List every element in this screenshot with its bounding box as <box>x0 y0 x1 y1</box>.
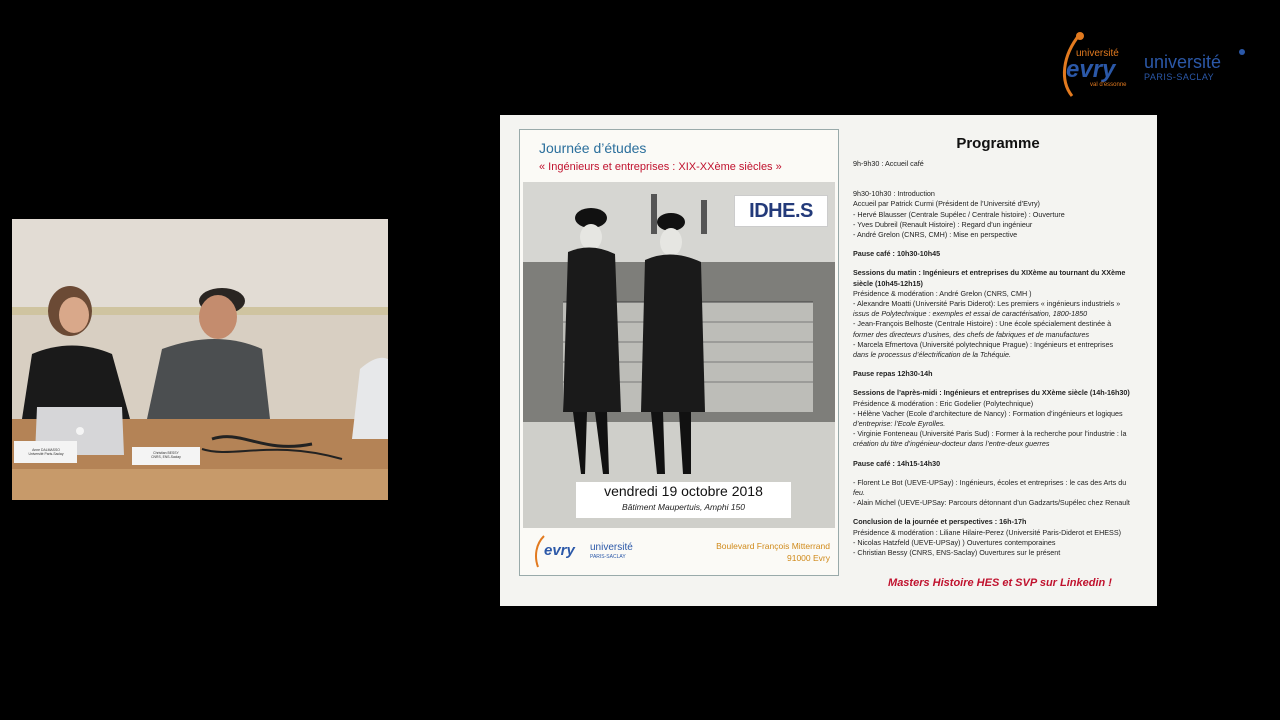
programme-fin-line: - Alain Michel (UEVE-UPSay: Parcours détonnant d’un Gadzarts/Supélec chez Renault <box>853 498 1130 508</box>
poster-evry-logo-text: evry <box>544 542 575 559</box>
programme-apresmidi-line: - Hélène Vacher (Ecole d’architecture de Nancy) : Formation d’ingénieurs et logiques <box>853 408 1123 418</box>
programme-matin-line: Présidence & modération : André Grelon (CNRS, CMH ) <box>853 288 1032 298</box>
programme-matin-line: issus de Polytechnique : exemples et essai de caractérisation, 1800-1850 <box>853 309 1088 319</box>
programme-pause-repas: Pause repas 12h30-14h <box>853 369 933 379</box>
poster-saclay-logo-line2: PARIS-SACLAY <box>590 554 626 560</box>
saclay-logo-line2: PARIS-SACLAY <box>1144 72 1215 82</box>
programme-apresmidi-line: d’entreprise: l’Ecole Eyrolles. <box>853 419 946 429</box>
poster-address-line2: 91000 Evry <box>787 553 830 563</box>
video-frame-image <box>12 219 388 500</box>
programme-pause-cafe-1: Pause café : 10h30-10h45 <box>853 249 941 259</box>
programme-intro-line: - Yves Dubreil (Renault Histoire) : Regard d’un ingénieur <box>853 219 1033 229</box>
programme-panel <box>853 135 1143 558</box>
programme-apresmidi-line: - Virginie Fonteneau (Université Paris Sud) : Former à la recherche pour l’industrie : la <box>853 429 1127 439</box>
programme-intro-line: 9h30-10h30 : Introduction <box>853 189 935 199</box>
universite-paris-saclay-logo <box>1140 44 1250 84</box>
evry-logo-line3: val d'essonne <box>1090 82 1127 88</box>
poster-date: vendredi 19 octobre 2018 <box>604 483 763 499</box>
programme-apresmidi-line: Sessions de l’après-midi : Ingénieurs et entreprises du XXème siècle (14h-16h30) <box>853 388 1130 398</box>
programme-matin-line: - Alexandre Moatti (Université Paris Diderot): Les premiers « ingénieurs industriels » <box>853 299 1121 309</box>
poster-subtitle: « Ingénieurs et entreprises : XIX-XXème siècles » <box>539 161 782 173</box>
event-poster <box>519 129 839 576</box>
poster-date-box <box>576 482 791 518</box>
poster-address <box>670 540 830 564</box>
name-card-left-name: Anne DALMASSO <box>32 448 60 452</box>
universite-evry-logo <box>1052 26 1134 98</box>
programme-matin-line: - Marcela Efmertova (Université polytechnique Prague) : Ingénieurs et entreprises <box>853 339 1114 349</box>
programme-conclusion-line: - Christian Bessy (CNRS, ENS-Saclay) Ouvertures sur le présent <box>853 548 1061 558</box>
programme-title: Programme <box>956 135 1040 152</box>
evry-logo-line1: université <box>1076 48 1119 59</box>
programme-conclusion-line: Conclusion de la journée et perspectives : 16h-17h <box>853 517 1027 527</box>
poster-title: Journée d’études <box>539 140 647 156</box>
programme-matin-line: - Jean-François Belhoste (Centrale Histoire) : Une école spécialement destinée à <box>853 319 1112 329</box>
programme-conclusion-line: Présidence & modération : Liliane Hilaire-Perez (Université Paris-Diderot et EHESS) <box>853 527 1122 537</box>
conference-video[interactable] <box>12 219 388 500</box>
poster-engraving-image <box>523 182 835 528</box>
saclay-dot-icon <box>1236 46 1248 58</box>
poster-place: Bâtiment Maupertuis, Amphi 150 <box>622 502 745 512</box>
programme-pause-cafe-2: Pause café : 14h15-14h30 <box>853 458 941 468</box>
idhes-badge-text: IDHE.S <box>749 200 813 222</box>
poster-logos <box>534 534 654 570</box>
presentation-slide <box>500 115 1157 606</box>
idhes-badge <box>734 195 828 227</box>
poster-address-line1: Boulevard François Mitterrand <box>716 541 830 551</box>
saclay-logo-line1: université <box>1144 52 1222 72</box>
programme-apresmidi-line: création du titre d’ingénieur-docteur dans l’entre-deux guerres <box>853 439 1050 449</box>
programme-matin-line: siècle (10h45-12h15) <box>853 278 923 288</box>
poster-saclay-logo-line1: université <box>590 542 633 553</box>
name-card-left-affiliation: Université Paris-Saclay <box>28 452 64 456</box>
programme-matin-line: dans le processus d’électrification de la Tchéquie. <box>853 350 1011 360</box>
programme-intro-line: - André Grelon (CNRS, CMH) : Mise en perspective <box>853 230 1018 240</box>
evry-logo-line2: evry <box>1066 56 1116 83</box>
linkedin-note: Masters Histoire HES et SVP sur Linkedin ! <box>888 577 1112 589</box>
name-card-right <box>134 451 198 459</box>
programme-fin-line: feu. <box>853 488 865 498</box>
name-card-left <box>16 448 76 456</box>
programme-matin-line: former des directeurs d’usines, des chefs de fabriques et de manufactures <box>853 329 1090 339</box>
programme-conclusion-line: - Nicolas Hatzfeld (UEVE-UPSay) ) Ouvertures contemporaines <box>853 537 1056 547</box>
programme-intro-line: - Hervé Blausser (Centrale Supélec / Centrale histoire) : Ouverture <box>853 209 1065 219</box>
name-card-right-name: Christian BESSY <box>153 451 179 455</box>
programme-intro-line: Accueil par Patrick Curmi (Président de l’Université d’Evry) <box>853 199 1040 209</box>
programme-apresmidi-line: Présidence & modération : Eric Godelier (Polytechnique) <box>853 398 1034 408</box>
programme-accueil: 9h-9h30 : Accueil café <box>853 159 924 168</box>
programme-fin-line: - Florent Le Bot (UEVE-UPSay) : Ingénieurs, écoles et entreprises : le cas des Arts du <box>853 477 1127 487</box>
programme-matin-line: Sessions du matin : Ingénieurs et entreprises du XIXème au tournant du XXème <box>853 268 1126 278</box>
name-card-right-affiliation: CNRS, ENS-Saclay <box>151 455 181 459</box>
